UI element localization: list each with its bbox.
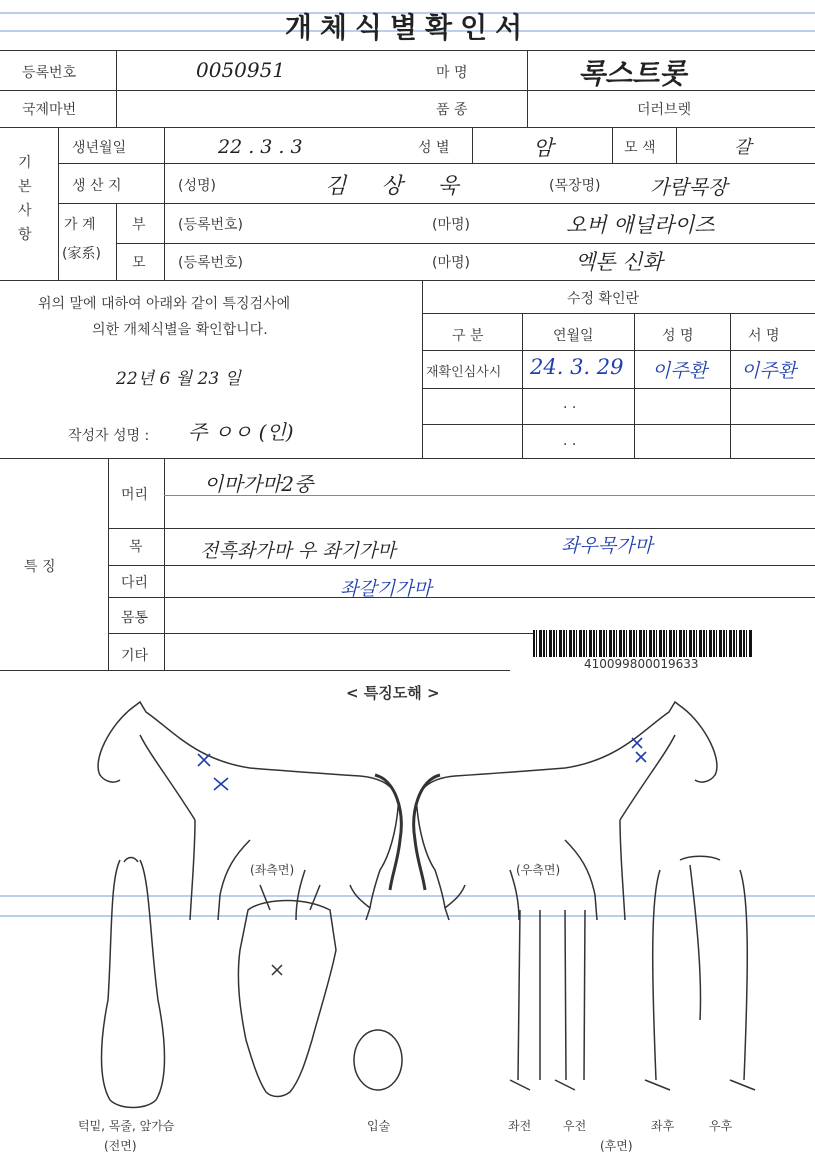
table-rule [108, 597, 815, 598]
table-rule [164, 458, 165, 670]
receipt-col-date: 연월일 [553, 328, 594, 344]
confirm-date: 22년 6 월 23 일 [116, 369, 241, 389]
receipt-col-type: 구 분 [452, 328, 484, 344]
table-rule [0, 280, 815, 281]
legs-label: 다리 [121, 575, 149, 591]
breed-label: 품 종 [436, 102, 468, 118]
table-rule [422, 280, 423, 458]
sire-label: 부 [132, 217, 146, 233]
table-rule [422, 313, 815, 314]
producer-name-value: 김 상 욱 [325, 174, 473, 199]
barcode [533, 630, 753, 657]
color-value: 갈 [734, 137, 752, 158]
table-rule [612, 127, 613, 163]
table-rule [108, 458, 109, 670]
basic-side-label: 항 [18, 227, 32, 243]
basic-side-label: 본 [18, 179, 32, 195]
table-rule [116, 203, 117, 280]
table-rule [730, 313, 731, 458]
table-rule [58, 163, 815, 164]
lineage-label-hanja: (家系) [62, 246, 101, 262]
table-rule [108, 528, 815, 529]
basic-side-label: 기 [18, 155, 32, 171]
receipt-title: 수정 확인란 [567, 291, 640, 307]
table-rule [164, 127, 165, 280]
other-label: 기타 [121, 648, 149, 664]
dam-reg-no-label: (등록번호) [178, 255, 244, 271]
neck-value: 전흑좌가마 우 좌기가마 [200, 540, 396, 562]
sex-value: 암 [533, 136, 554, 160]
birth-value: 22 . 3 . 3 [218, 136, 303, 158]
head-value: 이마가마2중 [204, 472, 314, 496]
sire-name-label: (마명) [432, 217, 470, 233]
confirm-text: 위의 말에 대하여 아래와 같이 특징검사에 [38, 296, 291, 312]
intl-no-label: 국제마번 [22, 102, 77, 118]
table-rule [108, 565, 815, 566]
dam-name-value: 엑톤 신화 [575, 250, 663, 274]
table-rule [0, 127, 815, 128]
reg-no-label: 등록번호 [22, 65, 77, 81]
table-rule [527, 50, 528, 127]
features-side-label: 특 징 [24, 559, 56, 575]
receipt-row-date: . . [563, 433, 577, 449]
farm-label: (목장명) [549, 178, 601, 194]
table-rule [58, 127, 59, 280]
table-rule [422, 350, 815, 351]
receipt-row-date: 24. 3. 29 [530, 355, 624, 379]
table-rule [634, 313, 635, 458]
table-rule [116, 243, 815, 244]
producer-label: 생 산 지 [72, 178, 122, 194]
reg-no-value: 0050951 [196, 58, 286, 82]
table-rule [0, 90, 815, 91]
receipt-col-sign: 서 명 [748, 328, 780, 344]
diagram-title: < 특징도해 > [346, 684, 440, 702]
horse-name-value: 록스트롯 [578, 57, 687, 90]
front-caption: 턱밑, 목줄, 앞가슴 [78, 1119, 175, 1133]
neck-label: 목 [129, 539, 143, 555]
table-rule [108, 633, 533, 634]
front-right-caption: 우전 [563, 1119, 587, 1133]
color-label: 모 색 [624, 140, 656, 156]
basic-side-label: 사 [18, 203, 32, 219]
receipt-col-name: 성 명 [662, 328, 694, 344]
dam-name-label: (마명) [432, 255, 470, 271]
hind-right-caption: 우후 [709, 1119, 733, 1133]
document-title: 개체식별확인서 [284, 11, 531, 44]
rear-sub-caption: (후면) [600, 1139, 633, 1153]
horse-diagram [0, 680, 815, 1173]
table-rule [522, 313, 523, 458]
table-rule [0, 50, 815, 51]
farm-value: 가람목장 [650, 175, 728, 199]
table-rule [472, 127, 473, 163]
hind-left-caption: 좌후 [651, 1119, 675, 1133]
neck-value-blue: 좌우목가마 [561, 535, 653, 557]
head-label: 머리 [121, 487, 149, 503]
table-rule [422, 388, 815, 389]
left-side-label: (좌측면) [250, 863, 295, 877]
writer-label: 작성자 성명 : [68, 428, 150, 444]
table-rule [0, 670, 510, 671]
receipt-row-sign: 이주환 [741, 360, 797, 382]
right-side-label: (우측면) [516, 863, 561, 877]
sire-name-value: 오버 애널라이즈 [566, 213, 715, 237]
receipt-row-date: . . [563, 396, 577, 412]
front-left-caption: 좌전 [508, 1119, 532, 1133]
barcode-number: 410099800019633 [584, 657, 699, 671]
table-rule [676, 127, 677, 163]
birth-label: 생년월일 [72, 140, 127, 156]
sire-reg-no-label: (등록번호) [178, 217, 244, 233]
confirm-text: 의한 개체식별을 확인합니다. [92, 322, 268, 338]
table-rule [58, 203, 815, 204]
writer-value: 주 ㅇㅇ (인) [188, 420, 294, 444]
receipt-row-name: 이주환 [652, 360, 708, 382]
front-sub-caption: (전면) [104, 1139, 137, 1153]
legs-value: 좌갈기가마 [340, 578, 432, 600]
lineage-label: 가 계 [64, 217, 96, 233]
horse-name-label: 마 명 [436, 65, 468, 81]
lips-caption: 입술 [367, 1119, 391, 1133]
receipt-row-type: 재확인심사시 [426, 365, 502, 380]
dam-label: 모 [132, 255, 146, 271]
sex-label: 성 별 [418, 140, 450, 156]
table-rule [116, 50, 117, 127]
table-rule [422, 424, 815, 425]
producer-name-label: (성명) [178, 178, 216, 194]
body-label: 몸통 [121, 610, 149, 626]
breed-value: 더러브렛 [637, 102, 692, 118]
table-rule [0, 458, 815, 459]
